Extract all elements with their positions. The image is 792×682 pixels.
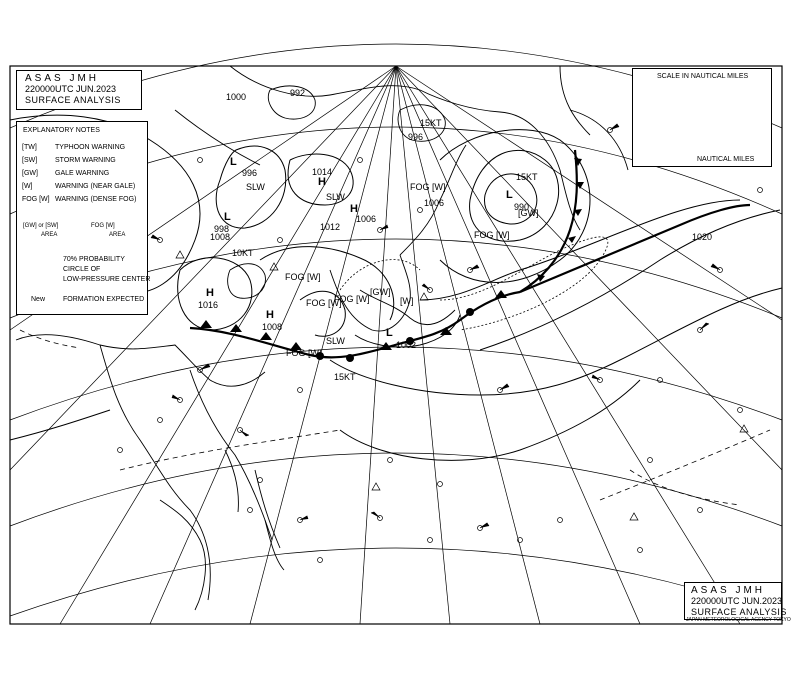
chart-title-center: ASAS JMH (25, 73, 100, 84)
fog-area-label: FOG [W] (91, 223, 115, 229)
pressure-label: 1016 (198, 300, 219, 310)
warning-label: [W] (400, 296, 414, 306)
pressure-label: 1014 (312, 167, 333, 177)
pressure-label: 996 (242, 168, 258, 178)
chart-title-time: 220000UTC JUN.2023 (25, 84, 117, 94)
warning-label: 10KT (232, 248, 254, 258)
high-label: H (266, 309, 274, 321)
warning-label: FOG [W] (410, 182, 446, 192)
low-label: L (506, 189, 513, 201)
legend-header: EXPLANATORY NOTES (23, 127, 100, 134)
dashed-lines (20, 330, 770, 505)
high-label: H (318, 176, 326, 188)
warning-label: 15KT (334, 372, 356, 382)
pressure-label: 1008 (262, 322, 283, 332)
warning-label: FOG [W] (306, 298, 342, 308)
scale-xlabel: NAUTICAL MILES (697, 156, 755, 163)
new-label: New (31, 296, 46, 303)
warning-label: FOG [W] (285, 272, 321, 282)
low-label: L (230, 156, 237, 168)
isobar-label: 996 (408, 132, 424, 142)
warning-label: 15KT (516, 172, 538, 182)
pressure-label: 1002 (396, 340, 417, 350)
high-label: H (350, 203, 358, 215)
isobar-label: 1000 (226, 92, 247, 102)
triangles (176, 251, 748, 520)
chart-title-type: SURFACE ANALYSIS (25, 95, 121, 105)
warning-label: FOG [W] (334, 294, 370, 304)
high-label: H (206, 287, 214, 299)
chart-title-time: 220000UTC JUN.2023 (691, 596, 783, 606)
warning-label: SLW (246, 182, 265, 192)
agency-credit: JAPAN METEOROLOGICAL AGENCY TOKYO (686, 617, 791, 623)
chart-title-type: SURFACE ANALYSIS (691, 607, 787, 617)
warning-label: [GW] (370, 287, 391, 297)
explanatory-notes: EXPLANATORY NOTES [TW] TYPHOON WARNING [SW] STORM WARNING [GW] GALE WARNING [W] WARNING (NEAR GALE) FOG [W] WARNING (DENSE FOG) [GW] or [SW] AREA FOG [W] AREA 70% PROBABILITY CIRCLE OF LOW-PRESSURE CENTER New FORMATION EXPECTED (16, 121, 148, 315)
pressure-label: 998 (214, 224, 230, 234)
low-label: L (386, 327, 393, 339)
probability-line: 70% PROBABILITY (63, 256, 125, 263)
pressure-label: 990 (514, 202, 530, 212)
isobar-label: 992 (290, 88, 306, 98)
pressure-label: 1006 (356, 214, 377, 224)
isobar-label: 1006 (424, 198, 445, 208)
isobar-label: 1008 (210, 232, 231, 242)
nautical-mile-scale (632, 68, 772, 167)
gale-area-label: [GW] or [SW] (23, 223, 59, 229)
chart-title-center: ASAS JMH (691, 585, 766, 596)
station-plots (118, 128, 763, 563)
warning-label: FOG [W] (286, 348, 322, 358)
probability-line: CIRCLE OF (63, 266, 101, 273)
warning-label: FOG [W] (474, 230, 510, 240)
low-label: L (224, 211, 231, 223)
gale-area-sublabel: AREA (41, 232, 58, 238)
warning-label: SLW (326, 192, 345, 202)
title-box-top (16, 70, 142, 110)
scale-title: SCALE IN NAUTICAL MILES (657, 73, 749, 80)
warning-label: SLW (326, 336, 345, 346)
fog-area-sublabel: AREA (109, 232, 126, 238)
warning-label: [GW] (518, 208, 539, 218)
isobar-label: 1012 (320, 222, 341, 232)
isobar-label: 1020 (692, 232, 713, 242)
new-text: FORMATION EXPECTED (63, 296, 145, 303)
warning-label: 15KT (420, 118, 442, 128)
title-box-bottom (684, 582, 787, 620)
probability-line: LOW-PRESSURE CENTER (63, 276, 151, 283)
